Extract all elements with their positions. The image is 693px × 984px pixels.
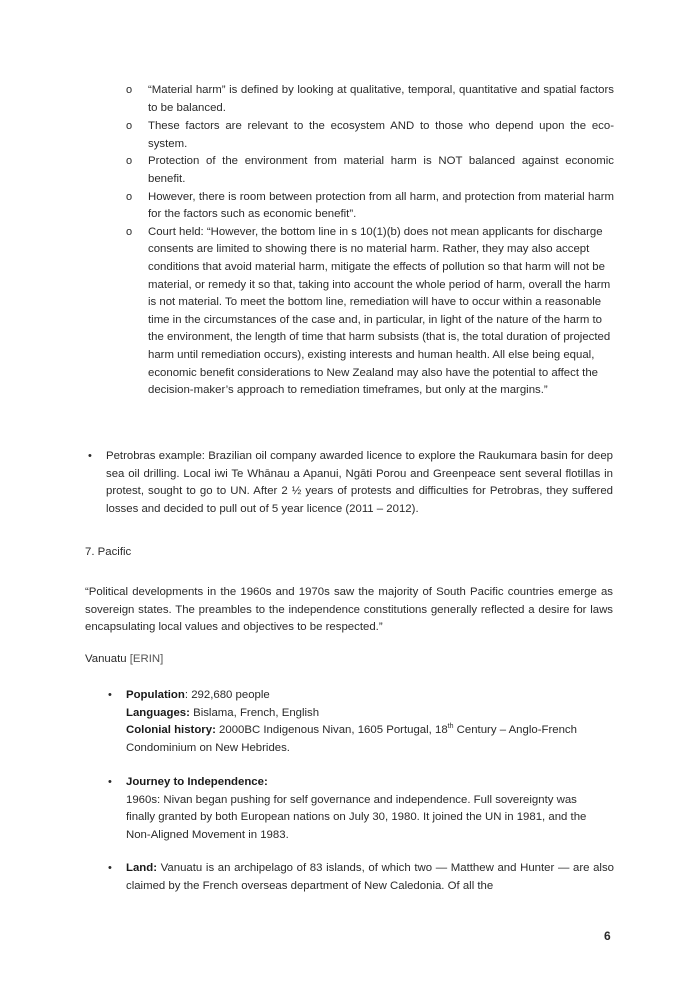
- vanuatu-facts: [126, 687, 596, 757]
- vanuatu-tag: [ERIN]: [129, 653, 164, 665]
- population-line: [126, 687, 596, 705]
- population-label: Population: [126, 689, 185, 701]
- sub-bullet-text: However, there is room between protection from all harm, and protection from material harm for the factors such as economic benefit”.: [148, 190, 614, 221]
- bullet-icon: •: [88, 450, 92, 462]
- vanuatu-heading: [85, 651, 163, 669]
- court-held-quote: “However, the bottom line in s 10(1)(b) does not mean applicants for discharge consents are limited to showing there is no material harm. Rather, they may also accept conditions that avoid material harm, mitigate the effects of pollution so that harm will not be material, or remedy it so that, taking into account the whole period of harm, overall the harm is not material. To meet the bottom line, remediation will have to occur within a reasonable time in the circumstances of the case and, in particular, in light of the nature of the harm to the environment, the length of time that harm subsists (that is, the total duration of projected harm until remediation occurs), existing interests and human health. All else being equal, economic benefit considerations to New Zealand may also have the potential to affect the decision-maker’s approach to remediation timeframes, but only at the margins.”: [148, 225, 611, 397]
- circle-bullet-icon: o: [126, 120, 133, 133]
- land-paragraph: [126, 860, 614, 895]
- circle-bullet-icon: o: [126, 225, 133, 238]
- languages-label: Languages:: [126, 706, 190, 719]
- vanuatu-title: Vanuatu: [85, 653, 127, 665]
- land-text: Vanuatu is an archipelago of 83 islands, of which two — Matthew and Hunter — are also claimed by the French overseas department of New Caledonia. Of all the: [126, 862, 614, 892]
- section-heading: 7. Pacific: [85, 546, 132, 558]
- sub-bullet-text: These factors are relevant to the ecosystem AND to those who depend upon the eco-system.: [148, 120, 614, 150]
- bullet-icon: •: [108, 689, 112, 701]
- sub-bullet-list: [126, 82, 614, 400]
- journey-label: Journey to Independence:: [126, 776, 268, 788]
- bullet-icon: •: [108, 776, 112, 788]
- population-value: : 292,680 people: [184, 689, 270, 701]
- circle-bullet-icon: o: [126, 155, 133, 168]
- sub-bullet-text: Protection of the environment from material harm is NOT balanced against economic benefit.: [148, 155, 614, 185]
- colonial-line: [126, 722, 596, 757]
- colonial-superscript: th: [447, 723, 454, 731]
- land-label: Land:: [126, 862, 158, 874]
- circle-bullet-icon: o: [126, 190, 133, 203]
- sub-bullet-item: [126, 224, 614, 400]
- journey-block: [126, 774, 588, 844]
- page-number: 6: [604, 929, 611, 943]
- colonial-value-rest: Century – Anglo-French Condominium on New Hebrides.: [126, 724, 577, 754]
- journey-text: 1960s: Nivan began pushing for self governance and independence. Full sovereignty was finally granted by both European nations on July 30, 1980. It joined the UN in 1981, and the Non-Aligned Movement in 1983.: [126, 793, 587, 841]
- sub-bullet-text: “Material harm” is defined by looking at qualitative, temporal, quantitative and spatial factors to be balanced.: [148, 84, 614, 114]
- pacific-quote: “Political developments in the 1960s and 1970s saw the majority of South Pacific countries emerge as sovereign states. The preambles to the independence constitutions generally reflected a desire for laws encapsulating local values and objectives to be respected.”: [85, 586, 613, 634]
- petrobras-paragraph: Petrobras example: Brazilian oil company awarded licence to explore the Raukumara basin for deep sea oil drilling. Local iwi Te Whānau a Apanui, Ngāti Porou and Greenpeace sent several flotillas in protest, sought to go to UN. After 2 ½ years of protests and difficulties for Petrobras, they suffered losses and decided to pull out of 5 year licence (2011 – 2012).: [106, 450, 613, 515]
- languages-line: [126, 705, 596, 723]
- colonial-label: Colonial history:: [126, 724, 216, 737]
- court-held-lead: Court held:: [148, 225, 207, 238]
- colonial-value: 2000BC Indigenous Nivan, 1605 Portugal, 18: [215, 724, 448, 737]
- languages-value: Bislama, French, English: [189, 706, 320, 719]
- sub-bullet-item: [126, 118, 614, 153]
- circle-bullet-icon: o: [126, 84, 133, 96]
- bullet-icon: •: [108, 862, 112, 874]
- sub-bullet-item: [126, 82, 614, 117]
- sub-bullet-item: [126, 189, 614, 224]
- sub-bullet-item: [126, 153, 614, 188]
